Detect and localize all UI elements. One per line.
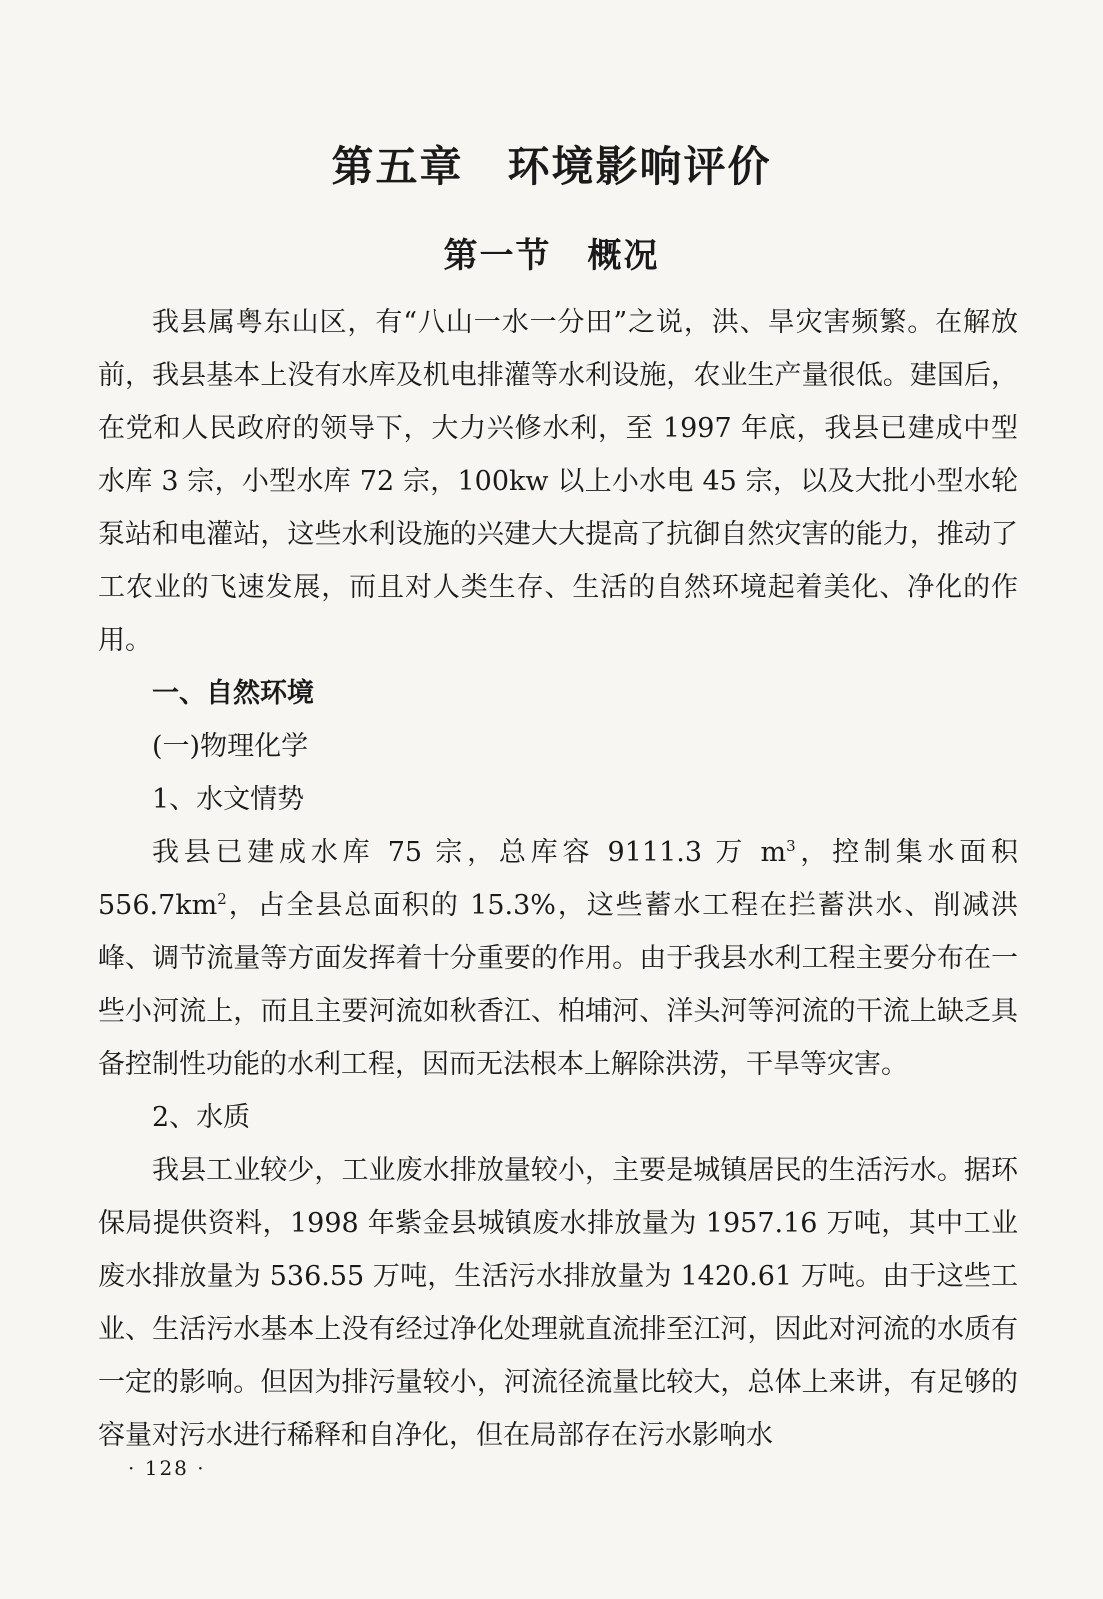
heading-water-quality: 2、水质 [152,1102,251,1133]
water-quality-paragraph: 我县工业较少，工业废水排放量较小，主要是城镇居民的生活污水。据环保局提供资料，1998 年紫金县城镇废水排放量为 1957.16 万吨，其中工业废水排放量为 536.55 万吨，生活污水排放量为 1420.61 万吨。由于这些工业、生活污水基本上没有经过净化处理就直流排至江河，因此对河流的水质有一定的影响。但因为排污量较小，河流径流量比较大，总体上来讲，有足够的容量对污水进行稀释和自净化，但在局部存在污水影响水 [98,1155,1018,1451]
superscript-3: 3 [786,837,796,855]
intro-paragraph: 我县属粤东山区，有“八山一水一分田”之说，洪、旱灾害频繁。在解放前，我县基本上没有水库及机电排灌等水利设施，农业生产量很低。建国后，在党和人民政府的领导下，大力兴修水利，至 1997 年底，我县已建成中型水库 3 宗，小型水库 72 宗，100kw 以上小水电 45 宗，以及大批小型水轮泵站和电灌站，这些水利设施的兴建大大提高了抗御自然灾害的能力，推动了工农业的飞速发展，而且对人类生存、生活的自然环境起着美化、净化的作用。 [98,307,1018,656]
hydrology-paragraph [98,826,1018,1091]
section-title: 第一节 概况 [443,236,660,276]
heading-hydrology: 1、水文情势 [152,784,305,815]
chapter-title: 第五章 环境影响评价 [331,142,772,191]
superscript-2: 2 [217,890,227,908]
body-text [98,296,1018,1462]
heading-natural-environment: 一、自然环境 [152,678,314,709]
heading-physical-chemistry: (一)物理化学 [152,731,309,762]
page-number: · 128 · [128,1456,206,1480]
hydrology-text-3: ，占全县总面积的 15.3%，这些蓄水工程在拦蓄洪水、削减洪峰、调节流量等方面发挥着十分重要的作用。由于我县水利工程主要分布在一些小河流上，而且主要河流如秋香江、柏埔河、洋头河等河流的干流上缺乏具备控制性功能的水利工程，因而无法根本上解除洪涝，干旱等灾害。 [98,890,1018,1080]
hydrology-text-1: 我县已建成水库 75 宗，总库容 9111.3 万 m [152,837,787,868]
hydrology-text-2: ，控制集水面积 556.7km [98,837,1018,921]
